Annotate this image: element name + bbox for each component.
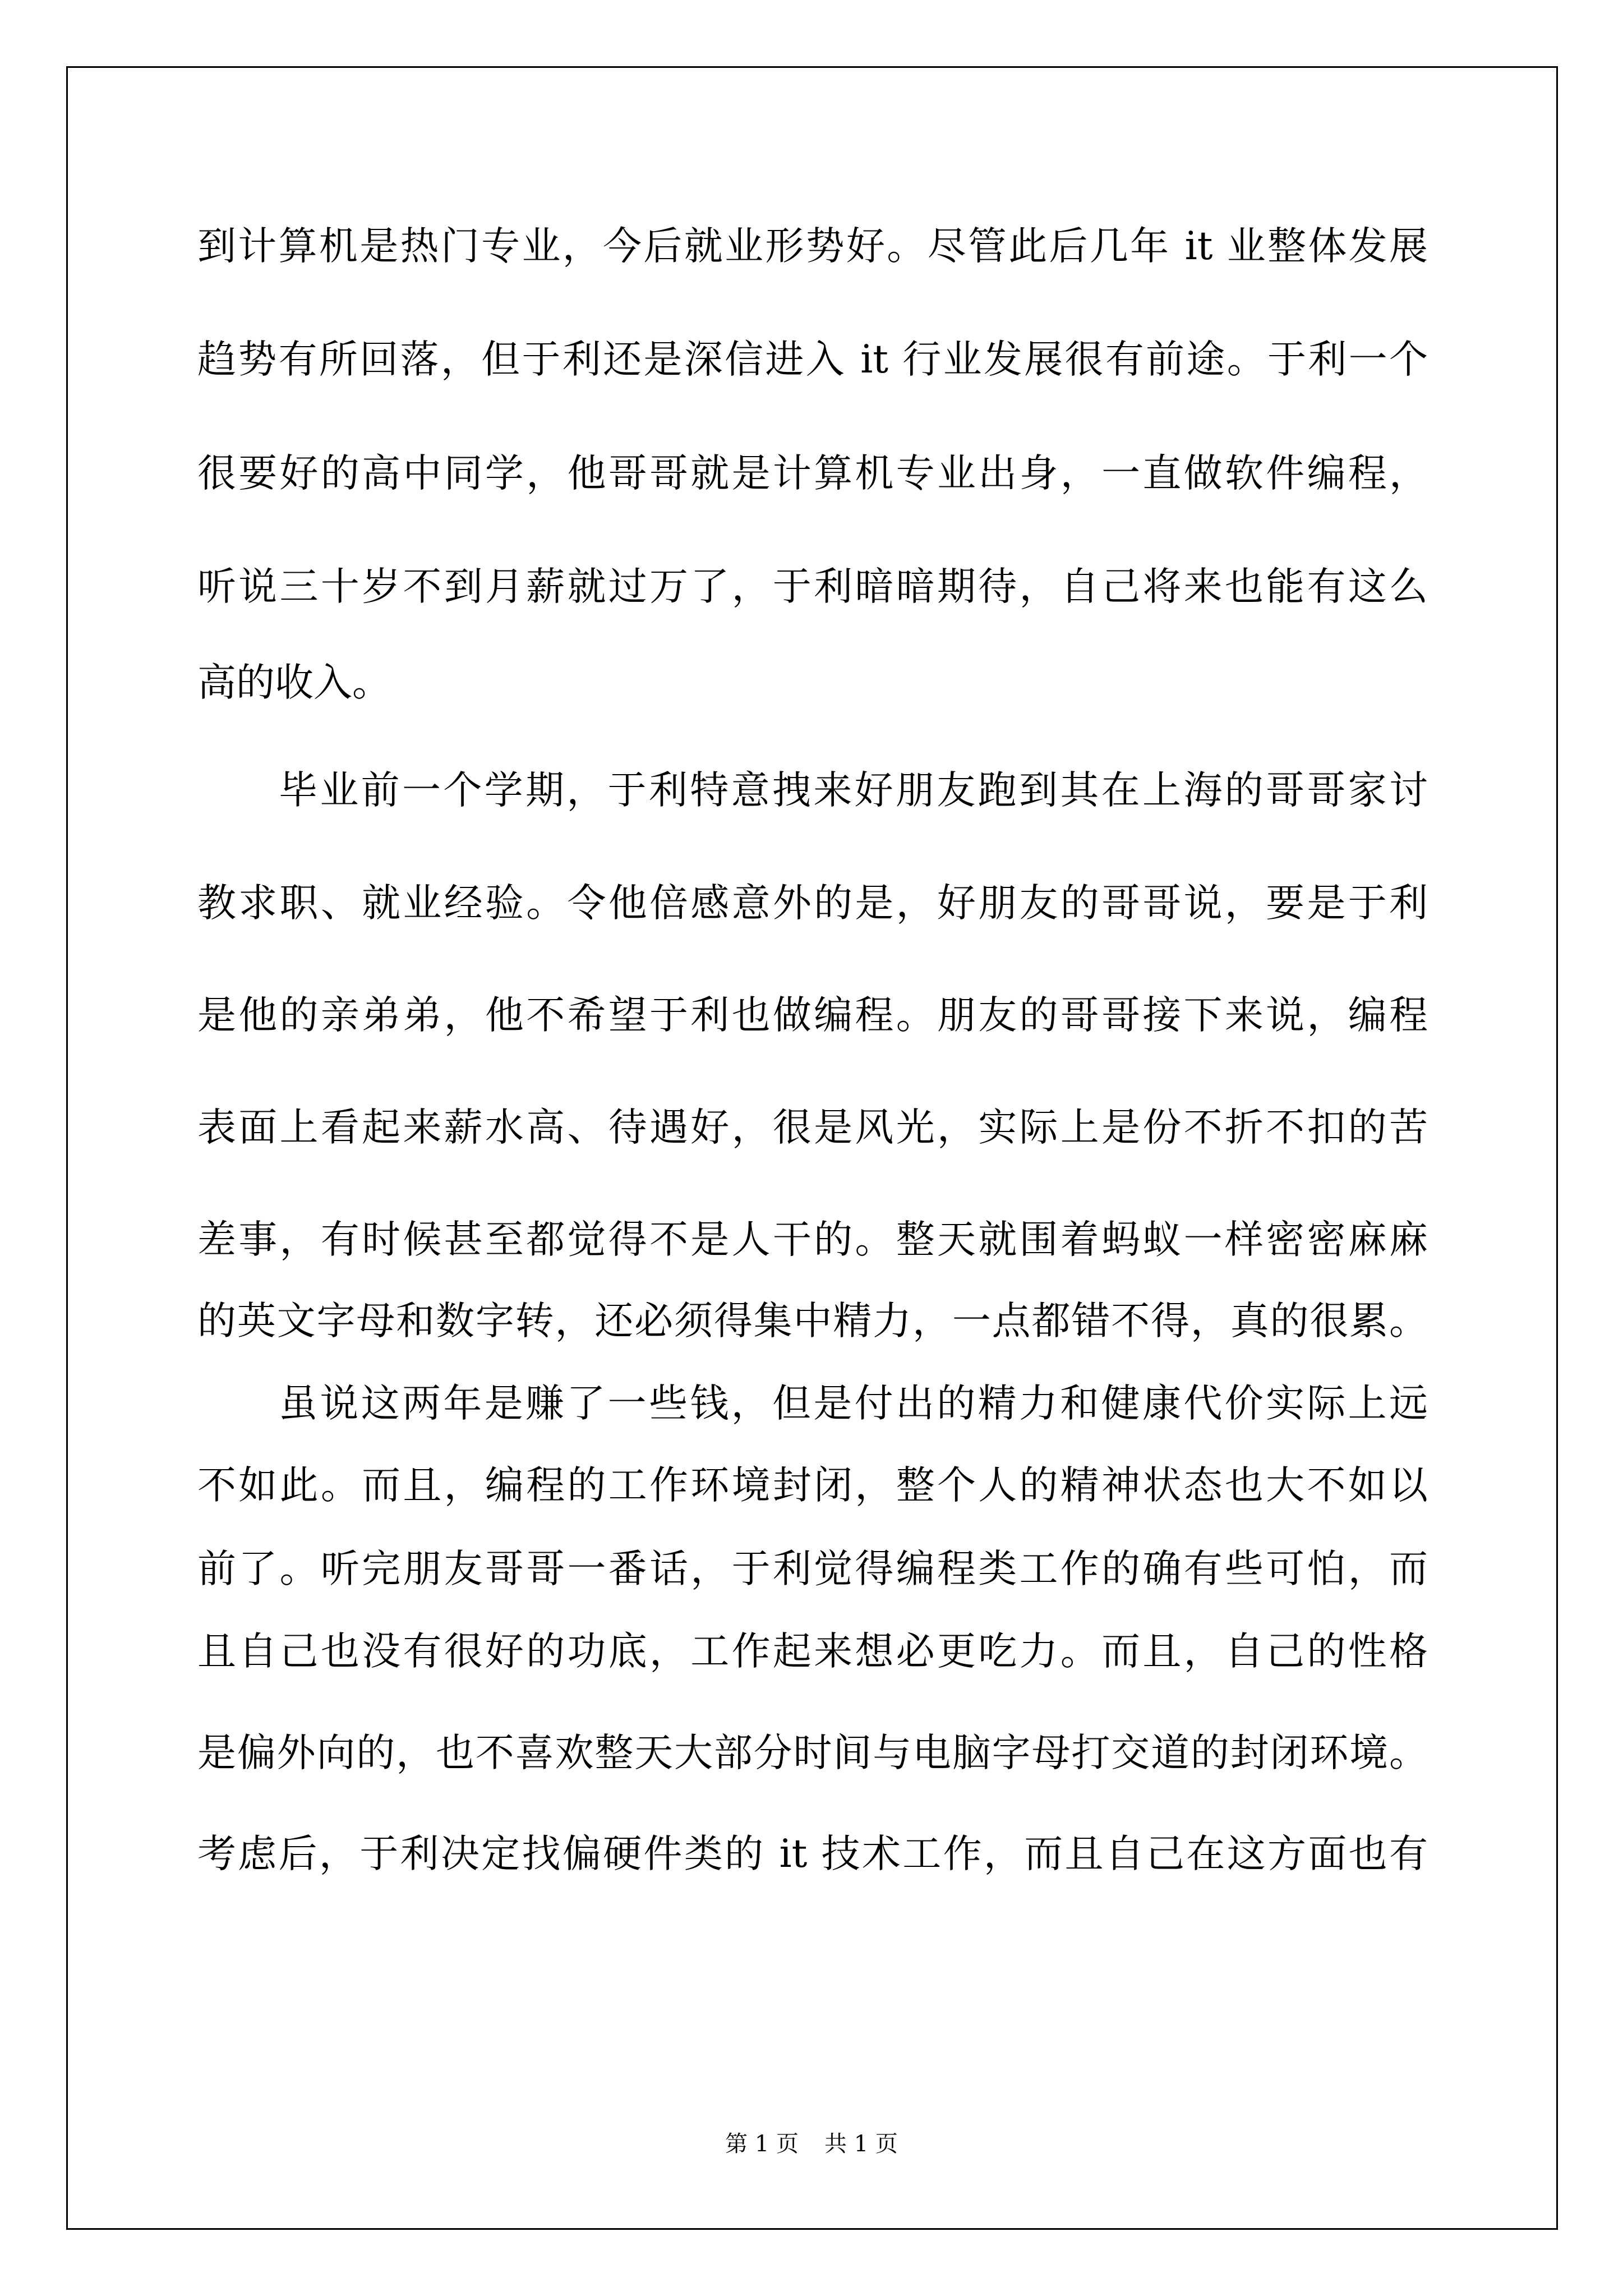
text-line: 到计算机是热门专业，今后就业形势好。尽管此后几年 it 业整体发展 bbox=[197, 224, 1428, 269]
text-line: 的英文字母和数字转，还必须得集中精力，一点都错不得，真的很累。 bbox=[197, 1299, 1428, 1343]
text-line: 不如此。而且，编程的工作环境封闭，整个人的精神状态也大不如以 bbox=[197, 1463, 1428, 1508]
paragraph-first-line: 虽说这两年是赚了一些钱，但是付出的精力和健康代价实际上远 bbox=[279, 1381, 1428, 1426]
text-line: 听说三十岁不到月薪就过万了，于利暗暗期待，自己将来也能有这么 bbox=[197, 564, 1428, 609]
page-total: 共 1 页 bbox=[824, 2131, 898, 2157]
text-line: 且自己也没有很好的功底，工作起来想必更吃力。而且，自己的性格 bbox=[197, 1629, 1428, 1674]
text-line: 是他的亲弟弟，他不希望于利也做编程。朋友的哥哥接下来说，编程 bbox=[197, 993, 1428, 1038]
text-line: 教求职、就业经验。令他倍感意外的是，好朋友的哥哥说，要是于利 bbox=[197, 881, 1428, 926]
text-line: 高的收入。 bbox=[197, 660, 391, 705]
text-line: 是偏外向的，也不喜欢整天大部分时间与电脑字母打交道的封闭环境。 bbox=[197, 1731, 1428, 1775]
text-line: 前了。听完朋友哥哥一番话，于利觉得编程类工作的确有些可怕，而 bbox=[197, 1547, 1428, 1591]
text-line: 差事，有时候甚至都觉得不是人干的。整天就围着蚂蚁一样密密麻麻 bbox=[197, 1217, 1428, 1262]
text-line: 表面上看起来薪水高、待遇好，很是风光，实际上是份不折不扣的苦 bbox=[197, 1105, 1428, 1150]
text-line: 趋势有所回落，但于利还是深信进入 it 行业发展很有前途。于利一个 bbox=[197, 337, 1428, 382]
text-line: 考虑后，于利决定找偏硬件类的 it 技术工作，而且自己在这方面也有 bbox=[197, 1832, 1428, 1876]
text-line: 很要好的高中同学，他哥哥就是计算机专业出身，一直做软件编程， bbox=[197, 451, 1428, 496]
page-footer bbox=[0, 2133, 1623, 2155]
page-number: 第 1 页 bbox=[725, 2131, 799, 2157]
paragraph-first-line: 毕业前一个学期，于利特意拽来好朋友跑到其在上海的哥哥家讨 bbox=[279, 768, 1428, 813]
